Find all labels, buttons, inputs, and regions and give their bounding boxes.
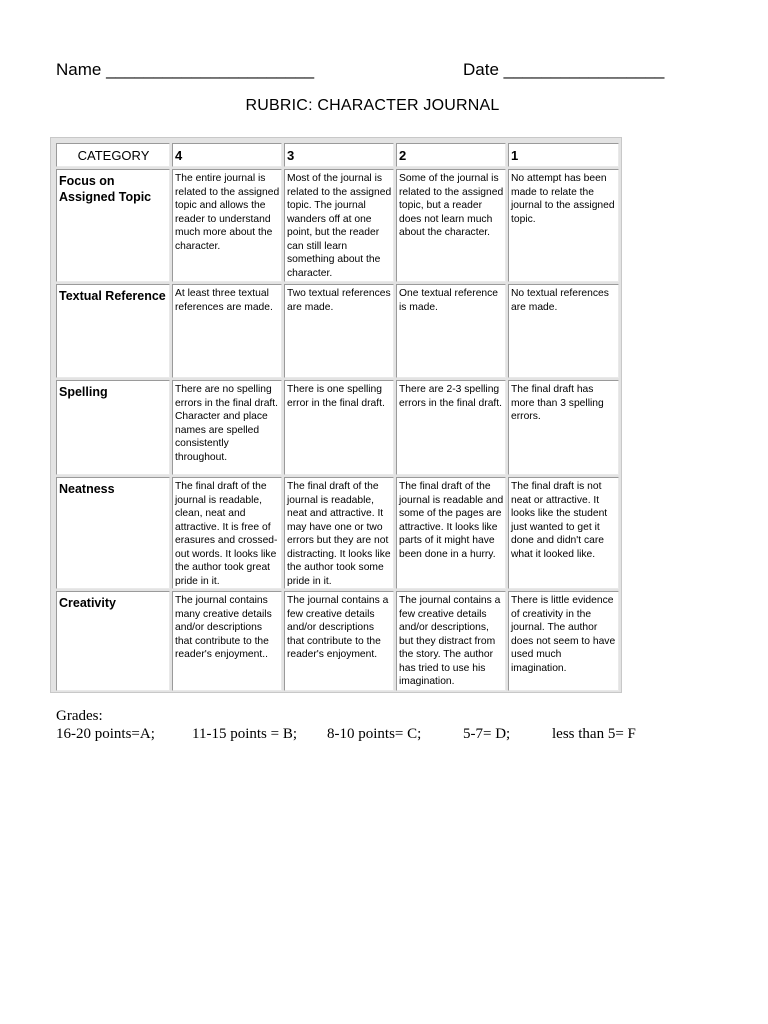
rubric-cell: No textual references are made.	[508, 284, 619, 378]
rubric-row-focus	[56, 169, 619, 282]
rubric-table-frame	[50, 137, 622, 693]
grade-c: 8-10 points= C;	[327, 726, 422, 742]
page-title: RUBRIC: CHARACTER JOURNAL	[245, 97, 500, 114]
grade-f: less than 5= F	[552, 726, 636, 742]
rubric-cell: The final draft is not neat or attractive. It looks like the student just wanted to get it done and didn't care what it looked like.	[508, 477, 619, 589]
rubric-table	[54, 141, 621, 693]
rubric-row-textual-reference	[56, 284, 619, 378]
category-label: Creativity	[56, 591, 170, 691]
rubric-cell: The final draft of the journal is readable, clean, neat and attractive. It is free of erasures and crossed-out words. It looks like the author took great pride in it.	[172, 477, 282, 589]
category-label: Textual Reference	[56, 284, 170, 378]
rubric-cell: There are no spelling errors in the final draft. Character and place names are spelled consistently throughout.	[172, 380, 282, 475]
grade-d: 5-7= D;	[463, 726, 511, 742]
grades-scale	[56, 725, 636, 743]
column-header-score-2: 2	[396, 143, 506, 167]
rubric-cell: There is one spelling error in the final draft.	[284, 380, 394, 475]
rubric-cell: At least three textual references are made.	[172, 284, 282, 378]
column-header-score-4: 4	[172, 143, 282, 167]
rubric-cell: Most of the journal is related to the assigned topic. The journal wanders off at one point, but the reader can still learn something about the character.	[284, 169, 394, 282]
column-header-score-1: 1	[508, 143, 619, 167]
rubric-row-creativity	[56, 591, 619, 691]
rubric-cell: There is little evidence of creativity in the journal. The author does not seem to have used much imagination.	[508, 591, 619, 691]
category-label: Focus on Assigned Topic	[56, 169, 170, 282]
rubric-row-neatness	[56, 477, 619, 589]
rubric-row-spelling	[56, 380, 619, 475]
rubric-cell: The journal contains many creative details and/or descriptions that contribute to the reader's enjoyment..	[172, 591, 282, 691]
rubric-cell: The final draft of the journal is readable, neat and attractive. It may have one or two errors but they are not distracting. It looks like the author took some pride in it.	[284, 477, 394, 589]
grades-label: Grades:	[56, 708, 103, 724]
column-header-score-3: 3	[284, 143, 394, 167]
category-label: Spelling	[56, 380, 170, 475]
grade-b: 11-15 points = B;	[192, 726, 297, 742]
name-field: Name ______________________	[56, 60, 315, 79]
rubric-cell: The journal contains a few creative details and/or descriptions that contribute to the reader's enjoyment.	[284, 591, 394, 691]
rubric-cell: One textual reference is made.	[396, 284, 506, 378]
rubric-cell: The final draft of the journal is readable and some of the pages are attractive. It looks like parts of it might have been done in a hurry.	[396, 477, 506, 589]
category-label: Neatness	[56, 477, 170, 589]
rubric-cell: The journal contains a few creative details and/or descriptions, but they distract from the story. The author has tried to use his imagination.	[396, 591, 506, 691]
rubric-cell: There are 2-3 spelling errors in the final draft.	[396, 380, 506, 475]
rubric-cell: Two textual references are made.	[284, 284, 394, 378]
rubric-cell: The final draft has more than 3 spelling errors.	[508, 380, 619, 475]
grade-a: 16-20 points=A;	[56, 726, 155, 742]
date-field: Date _________________	[463, 60, 665, 79]
rubric-cell: No attempt has been made to relate the journal to the assigned topic.	[508, 169, 619, 282]
grades-section	[56, 707, 636, 743]
rubric-header-row	[56, 143, 619, 167]
rubric-cell: The entire journal is related to the assigned topic and allows the reader to understand much more about the character.	[172, 169, 282, 282]
rubric-cell: Some of the journal is related to the assigned topic, but a reader does not learn much about the character.	[396, 169, 506, 282]
column-header-category: CATEGORY	[56, 143, 170, 167]
